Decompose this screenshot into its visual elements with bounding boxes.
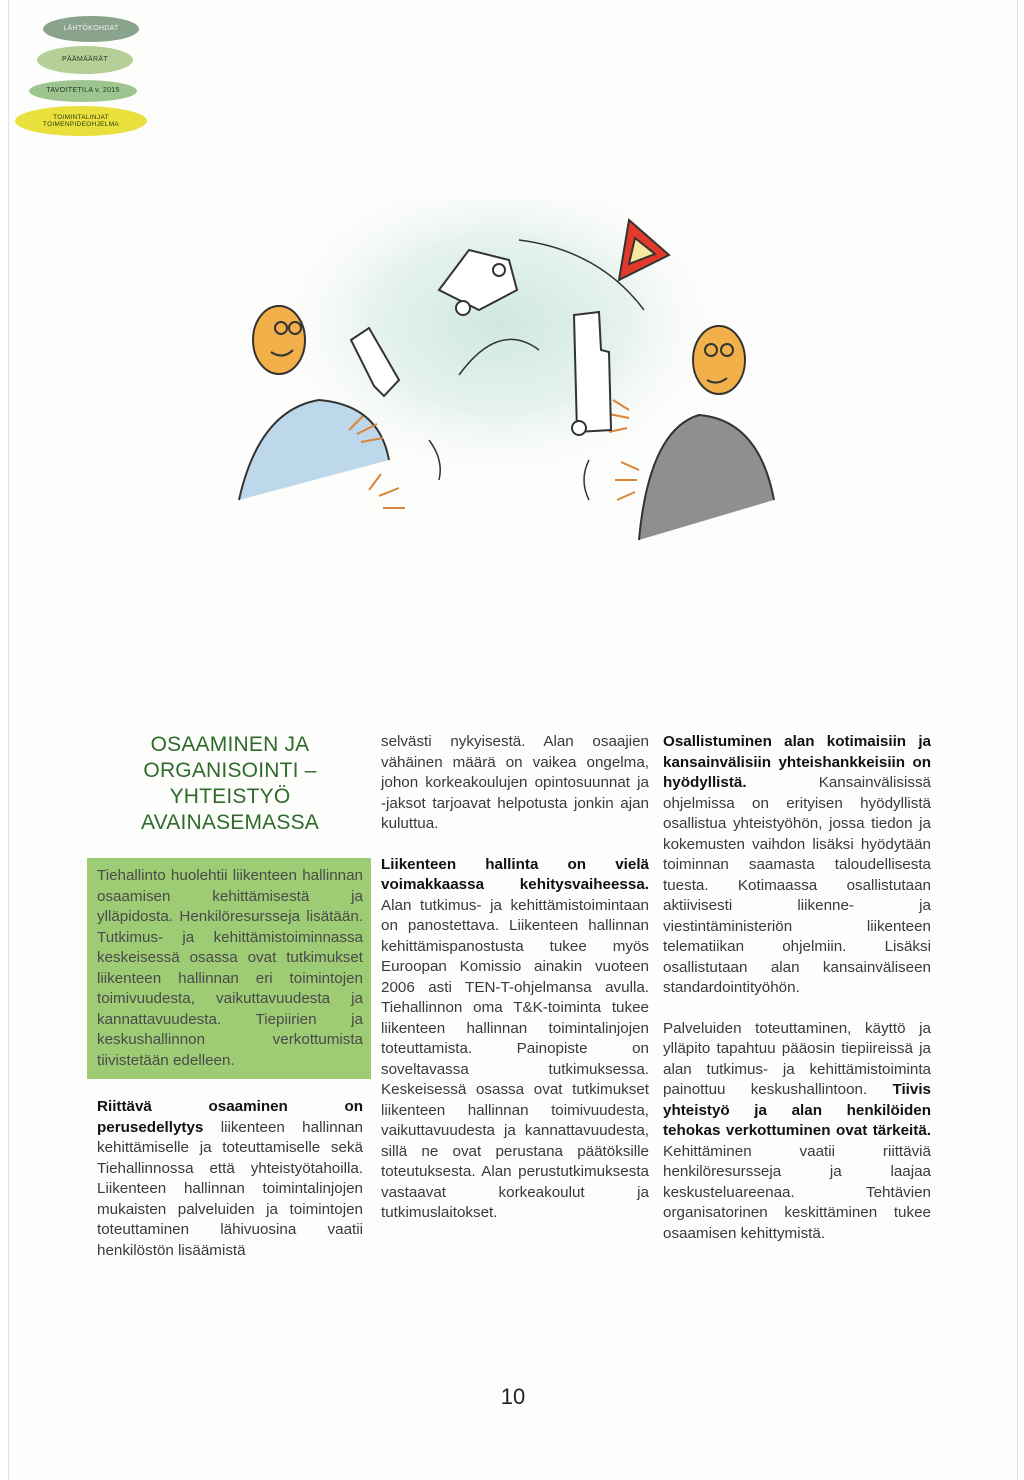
section-navigation [9, 0, 159, 140]
column-2-paragraph-2: Liikenteen hallinta on vielä voimakkaassa kehitysvaiheessa. Alan tutkimus- ja kehittämistoimintaan on panostettava. Liikenteen hallinnan kehittämispanostusta tukee myös Euroopan Komissio ainakin vuoteen 2006 asti TEN-T-ohjelmansa avulla. Tiehallinnon oma T&K-toiminta tukee liikenteen hallinnan toimintalinjojen toteuttamista. Painopiste on soveltavassa tutkimuksessa. Keskeisessä osassa ovat tutkimukset liikenteen hallinnan toimivuudesta, vaikuttavuudesta ja kannattavuudesta, sillä ne ovat perustana päätöksille toteutuksesta. Alan perustutkimuksesta vastaavat korkeakoulut ja tutkimuslaitokset. [381, 855, 649, 1221]
nav-pill-paamaarat[interactable]: PÄÄMÄÄRÄT [37, 46, 133, 74]
summary-highlight-box: Tiehallinto huolehtii liikenteen hallinnan osaamisen kehittämisestä ja ylläpidosta. Henkilöresursseja lisätään. Tutkimus- ja kehittämistoiminnassa keskeisessä osassa ovat tutkimukset liikenteen hallinnan eri toimintojen toimivuudesta, vaikuttavuudesta ja kannattavuudesta. Tiepiirien ja keskushallinnon verkottumista tiivistetään edelleen. [87, 858, 371, 1079]
column-3-paragraph-2: Palveluiden toteuttaminen, käyttö ja ylläpito tapahtuu pääosin tiepiireissä ja alan tutkimus- ja kehittämistoiminta painottuu keskushallintoon. Tiivis yhteistyö ja alan henkilöiden tehokas verkottuminen ovat tärkeitä. Kehittäminen vaatii riittäviä henkilöresursseja ja laajaa keskusteluareenaa. Tehtävien organisatorinen keskittäminen tukee osaamisen kehittymistä. [663, 1019, 931, 1242]
section-heading: OSAAMINEN JA ORGANISOINTI – YHTEISTYÖ AVAINASEMASSA [140, 733, 320, 834]
page-number: 10 [500, 1384, 526, 1409]
illustration-svg [199, 200, 809, 560]
nav-pill-toimintalinjat-label: TOIMINTALINJAT TOIMENPIDEOHJELMA [42, 113, 120, 128]
column-3-paragraph-1: Osallistuminen alan kotimaisiin ja kansainvälisiin yhteishankkeisiin on hyödyllistä. Kansainvälisissä ohjelmissa on erityisen hyödyllistä osallistua yhteistyöhön, jossa tiedon ja kokemusten vaihdon lisäksi hyödytään toiminnan saamasta taloudellisesta tuesta. Kotimaassa osallistutaan aktiivisesti liikenne- ja viestintäministeriön liikenteen telematiikan ohjelmiin. Lisäksi osallistutaan alan kansainväliseen standardointityöhön. [663, 733, 931, 996]
nav-pill-lahtokohdat[interactable]: LÄHTÖKOHDAT [43, 16, 139, 42]
document-page [8, 0, 1018, 1480]
text-column-2 [381, 732, 649, 1244]
nav-pill-tavoitetila[interactable]: TAVOITETILA v. 2015 [29, 80, 137, 102]
juggling-illustration [199, 200, 809, 560]
text-column-3 [663, 732, 931, 1264]
column-2-paragraph-1: selvästi nykyisestä. Alan osaajien vähäinen määrä on vaikea ongelma, johon korkeakoulujen opintosuunnat ja -jaksot tarjoavat helpotusta jonkin ajan kuluttua. [381, 733, 649, 832]
column-1-paragraph: Riittävä osaaminen on perusedellytys liikenteen hallinnan kehittämiselle ja toteuttamiselle sekä Tiehallinnossa että yhteistyötahoilla. Liikenteen hallinnan toimintalinjojen mukaisten palveluiden ja toimintojen toteuttaminen lähivuosina vaatii henkilöstön lisäämistä [97, 1098, 363, 1259]
text-column-1 [97, 732, 363, 1281]
nav-pill-toimintalinjat-active[interactable] [15, 106, 147, 136]
